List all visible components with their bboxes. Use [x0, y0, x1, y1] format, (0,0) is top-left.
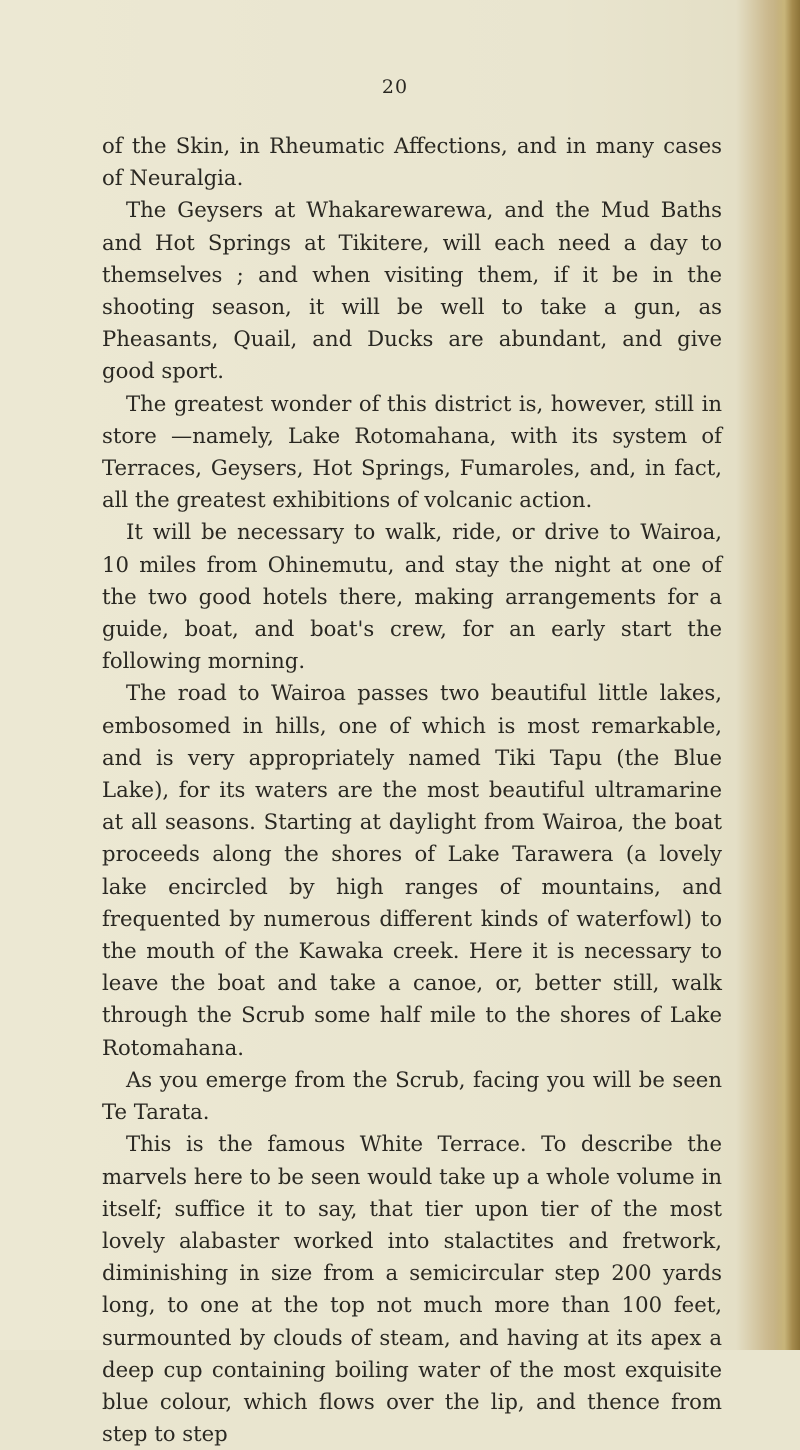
paragraph-4: It will be necessary to walk, ride, or drive to Wairoa, 10 miles from Ohinemutu, and stay the night at one of the two good hotels there, making arrangements for a guide, boat, and boat's crew, for an early start the following morning.	[102, 519, 722, 674]
paragraph-5: The road to Wairoa passes two beautiful little lakes, embosomed in hills, one of which is most remarkable, and is very appropriately named Tiki Tapu (the Blue Lake), for its waters are the most beautiful ultramarine at all seasons. Starting at daylight from Wairoa, the boat proceeds along the shores of Lake Tarawera (a lovely lake encircled by high ranges of mountains, and frequented by numerous different kinds of waterfowl) to the mouth of the Kawaka creek. Here it is necessary to leave the boat and take a canoe, or, better still, walk through the Scrub some half mile to the shores of Lake Rotomahana.	[102, 680, 722, 1060]
paragraph-3: The greatest wonder of this district is, however, still in store —namely, Lake Rotomahana, with its system of Terraces, Geysers, Hot Springs, Fumaroles, and, in fact, all the greatest exhibitions of volcanic action.	[102, 390, 722, 513]
paragraph-7: This is the famous White Terrace. To describe the marvels here to be seen would take up a whole volume in itself; suffice it to say, that tier upon tier of the most lovely alabaster worked into stalactites and fretwork, diminishing in size from a semicircular step 200 yards long, to one at the top not much more than 100 feet, surmounted by clouds of steam, and having at its apex a deep cup containing boiling water of the most exquisite blue colour, which flows over the lip, and thence from step to step	[102, 1131, 722, 1447]
paragraph-2: The Geysers at Whakarewarewa, and the Mud Baths and Hot Springs at Tikitere, will each need a day to themselves ; and when visiting them, if it be in the shooting season, it will be well to take a gun, as Pheasants, Quail, and Ducks are abundant, and give good sport.	[102, 197, 722, 384]
page-number: 20	[381, 76, 409, 98]
page-edge-shadow	[774, 0, 800, 1350]
body-text	[102, 130, 722, 1450]
paragraph-6: As you emerge from the Scrub, facing you will be seen Te Tarata.	[102, 1066, 722, 1125]
paragraph-1: of the Skin, in Rheumatic Affections, and in many cases of Neuralgia.	[102, 133, 722, 191]
